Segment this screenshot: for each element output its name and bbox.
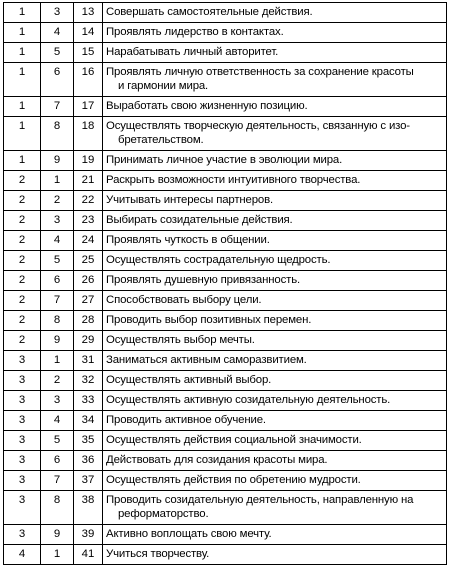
table-row: [4, 271, 447, 291]
second-digit-cell: 6: [41, 451, 74, 471]
table-row: [4, 231, 447, 251]
table-row: [4, 97, 447, 117]
second-digit-cell: 8: [41, 117, 74, 151]
action-text-line: Осуществлять действия по обретению мудрости.: [106, 474, 361, 486]
first-digit-cell: 1: [4, 117, 41, 151]
first-digit-cell: 1: [4, 3, 41, 23]
number-cell: 26: [74, 271, 103, 291]
first-digit-cell: 3: [4, 491, 41, 525]
action-text-cell: [103, 471, 447, 491]
first-digit-cell: 2: [4, 231, 41, 251]
table-row: [4, 545, 447, 565]
action-text-line: Проявлять душевную привязанность.: [106, 274, 300, 286]
second-digit-cell: 1: [41, 545, 74, 565]
first-digit-cell: 3: [4, 371, 41, 391]
table-row: [4, 391, 447, 411]
number-cell: 24: [74, 231, 103, 251]
action-text-cell: [103, 451, 447, 471]
action-text-cell: [103, 351, 447, 371]
second-digit-cell: 1: [41, 171, 74, 191]
number-cell: 21: [74, 171, 103, 191]
action-text-cell: [103, 545, 447, 565]
action-text-line: Проводить активное обучение.: [106, 414, 266, 426]
table-row: [4, 351, 447, 371]
action-text-line: Проводить выбор позитивных перемен.: [106, 314, 312, 326]
second-digit-cell: 1: [41, 351, 74, 371]
number-cell: 13: [74, 3, 103, 23]
number-cell: 36: [74, 451, 103, 471]
action-text-cell: [103, 151, 447, 171]
action-text-line: Нарабатывать личный авторитет.: [106, 46, 279, 58]
action-text-cell: [103, 331, 447, 351]
action-text-line: Способствовать выбору цели.: [106, 294, 262, 306]
number-cell: 27: [74, 291, 103, 311]
action-text-cell: [103, 525, 447, 545]
number-cell: 41: [74, 545, 103, 565]
second-digit-cell: 5: [41, 251, 74, 271]
second-digit-cell: 7: [41, 471, 74, 491]
action-text-line: Проявлять лидерство в контактах.: [106, 26, 284, 38]
first-digit-cell: 1: [4, 23, 41, 43]
first-digit-cell: 2: [4, 311, 41, 331]
first-digit-cell: 3: [4, 351, 41, 371]
first-digit-cell: 3: [4, 471, 41, 491]
number-cell: 17: [74, 97, 103, 117]
first-digit-cell: 2: [4, 171, 41, 191]
actions-table: [3, 2, 447, 565]
action-text-line: Осуществлять сострадательную щедрость.: [106, 254, 331, 266]
first-digit-cell: 2: [4, 211, 41, 231]
table-row: [4, 117, 447, 151]
action-text-cell: [103, 43, 447, 63]
first-digit-cell: 2: [4, 271, 41, 291]
first-digit-cell: 2: [4, 251, 41, 271]
action-text-line: бретательством.: [118, 133, 204, 146]
first-digit-cell: 2: [4, 331, 41, 351]
second-digit-cell: 3: [41, 391, 74, 411]
action-text-cell: [103, 391, 447, 411]
second-digit-cell: 7: [41, 291, 74, 311]
number-cell: 34: [74, 411, 103, 431]
action-text-line: Принимать личное участие в эволюции мира.: [106, 154, 343, 166]
action-text-cell: [103, 271, 447, 291]
number-cell: 33: [74, 391, 103, 411]
action-text-cell: [103, 117, 447, 151]
number-cell: 32: [74, 371, 103, 391]
table-row: [4, 171, 447, 191]
table-row: [4, 43, 447, 63]
action-text-line: Осуществлять действия социальной значимости.: [106, 434, 362, 446]
second-digit-cell: 4: [41, 23, 74, 43]
first-digit-cell: 3: [4, 391, 41, 411]
action-text-line: Осуществлять активную созидательную деятельность.: [106, 394, 391, 406]
number-cell: 31: [74, 351, 103, 371]
second-digit-cell: 3: [41, 3, 74, 23]
action-text-cell: [103, 211, 447, 231]
first-digit-cell: 2: [4, 191, 41, 211]
first-digit-cell: 3: [4, 431, 41, 451]
table-row: [4, 3, 447, 23]
number-cell: 18: [74, 117, 103, 151]
action-text-line: Проявлять чуткость в общении.: [106, 234, 270, 246]
action-text-line: Активно воплощать свою мечту.: [106, 528, 272, 540]
second-digit-cell: 6: [41, 63, 74, 97]
second-digit-cell: 3: [41, 211, 74, 231]
action-text-cell: [103, 491, 447, 525]
table-row: [4, 471, 447, 491]
action-text-line: Совершать самостоятельные действия.: [106, 6, 313, 18]
action-text-cell: [103, 371, 447, 391]
action-text-line: реформаторство.: [118, 507, 209, 520]
action-text-line: Выбирать созидательные действия.: [106, 214, 293, 226]
action-text-cell: [103, 63, 447, 97]
second-digit-cell: 4: [41, 231, 74, 251]
second-digit-cell: 5: [41, 43, 74, 63]
second-digit-cell: 9: [41, 525, 74, 545]
number-cell: 15: [74, 43, 103, 63]
action-text-line: Учиться творчеству.: [106, 548, 210, 560]
action-text-line: Заниматься активным саморазвитием.: [106, 354, 307, 366]
action-text-cell: [103, 97, 447, 117]
table-row: [4, 331, 447, 351]
number-cell: 16: [74, 63, 103, 97]
action-text-cell: [103, 431, 447, 451]
number-cell: 25: [74, 251, 103, 271]
number-cell: 22: [74, 191, 103, 211]
first-digit-cell: 1: [4, 151, 41, 171]
first-digit-cell: 1: [4, 63, 41, 97]
action-text-cell: [103, 171, 447, 191]
number-cell: 29: [74, 331, 103, 351]
first-digit-cell: 2: [4, 291, 41, 311]
number-cell: 28: [74, 311, 103, 331]
action-text-line: Раскрыть возможности интуитивного творчества.: [106, 174, 361, 186]
action-text-cell: [103, 191, 447, 211]
number-cell: 39: [74, 525, 103, 545]
table-row: [4, 451, 447, 471]
first-digit-cell: 3: [4, 451, 41, 471]
second-digit-cell: 8: [41, 311, 74, 331]
action-text-cell: [103, 23, 447, 43]
first-digit-cell: 1: [4, 43, 41, 63]
action-text-line: Проводить созидательную деятельность, направленную на: [106, 494, 414, 506]
number-cell: 23: [74, 211, 103, 231]
number-cell: 19: [74, 151, 103, 171]
action-text-cell: [103, 3, 447, 23]
action-text-line: Осуществлять творческую деятельность, связанную с изо-: [106, 120, 410, 132]
table-row: [4, 291, 447, 311]
second-digit-cell: 5: [41, 431, 74, 451]
second-digit-cell: 4: [41, 411, 74, 431]
table-row: [4, 151, 447, 171]
first-digit-cell: 3: [4, 411, 41, 431]
second-digit-cell: 2: [41, 191, 74, 211]
action-text-line: Действовать для созидания красоты мира.: [106, 454, 328, 466]
number-cell: 14: [74, 23, 103, 43]
action-text-line: Осуществлять активный выбор.: [106, 374, 272, 386]
first-digit-cell: 4: [4, 545, 41, 565]
table-row: [4, 251, 447, 271]
action-text-line: Осуществлять выбор мечты.: [106, 334, 255, 346]
table-row: [4, 371, 447, 391]
first-digit-cell: 1: [4, 97, 41, 117]
number-cell: 35: [74, 431, 103, 451]
action-text-line: Учитывать интересы партнеров.: [106, 194, 274, 206]
table-row: [4, 431, 447, 451]
table-row: [4, 311, 447, 331]
action-text-line: и гармонии мира.: [118, 79, 209, 92]
action-text-cell: [103, 291, 447, 311]
table-row: [4, 63, 447, 97]
second-digit-cell: 9: [41, 331, 74, 351]
table-row: [4, 191, 447, 211]
table-row: [4, 491, 447, 525]
action-text-line: Выработать свою жизненную позицию.: [106, 100, 308, 112]
table-row: [4, 411, 447, 431]
action-text-line: Проявлять личную ответственность за сохранение красоты: [106, 66, 414, 78]
second-digit-cell: 6: [41, 271, 74, 291]
number-cell: 38: [74, 491, 103, 525]
second-digit-cell: 2: [41, 371, 74, 391]
first-digit-cell: 3: [4, 525, 41, 545]
table-row: [4, 525, 447, 545]
table-row: [4, 23, 447, 43]
second-digit-cell: 8: [41, 491, 74, 525]
action-text-cell: [103, 251, 447, 271]
action-text-cell: [103, 411, 447, 431]
action-text-cell: [103, 311, 447, 331]
table-row: [4, 211, 447, 231]
action-text-cell: [103, 231, 447, 251]
number-cell: 37: [74, 471, 103, 491]
second-digit-cell: 9: [41, 151, 74, 171]
second-digit-cell: 7: [41, 97, 74, 117]
table-body: [4, 3, 447, 565]
